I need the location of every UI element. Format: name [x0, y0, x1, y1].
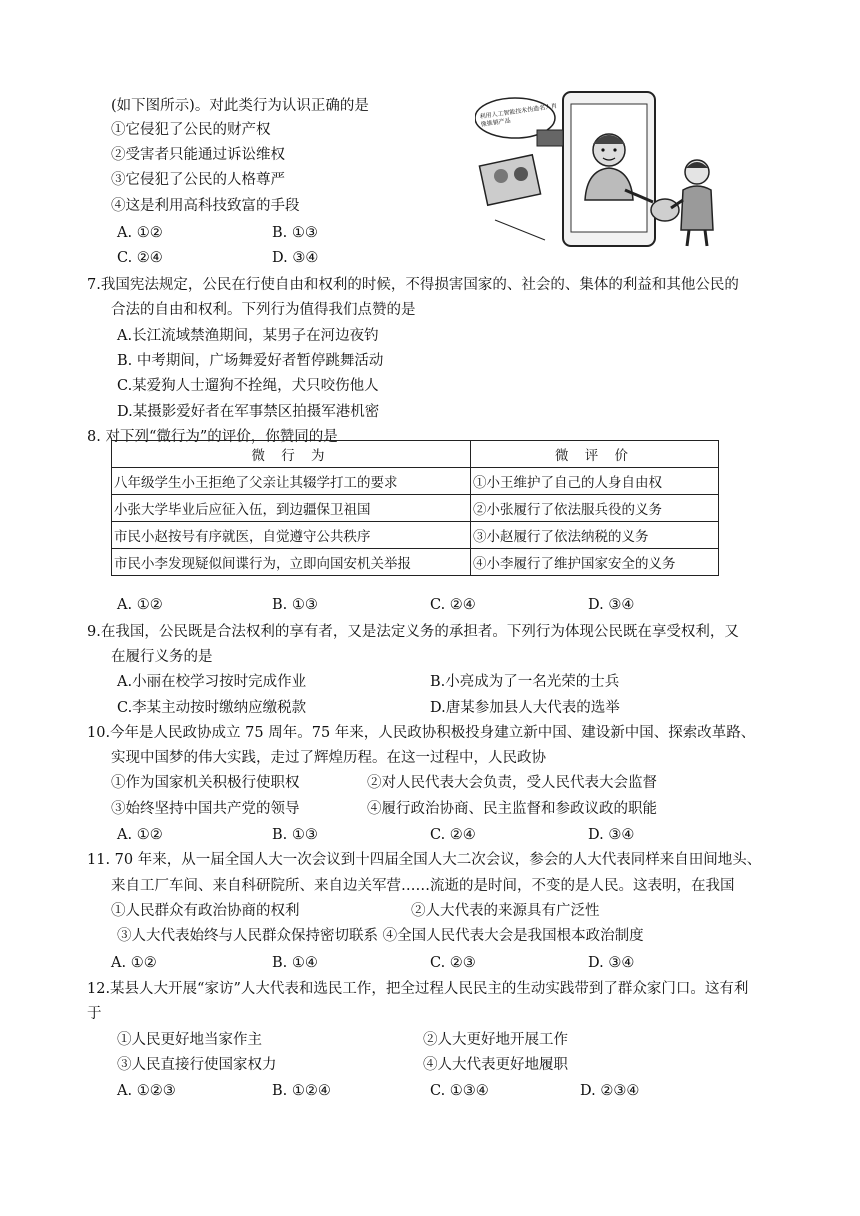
table-header-evaluation: 微 评 价: [471, 441, 719, 468]
q10-option-d: D. ③④: [588, 827, 635, 843]
table-cell: 市民小李发现疑似间谍行为，立即向国安机关举报: [112, 549, 471, 576]
q12-stem-line-2: 于: [87, 1006, 102, 1022]
table-cell: ①小王维护了自己的人身自由权: [471, 468, 719, 495]
q9-option-d: D.唐某参加县人大代表的选举: [430, 700, 620, 716]
q11-option-b: B. ①④: [272, 955, 318, 971]
q12-option-d: D. ②③④: [580, 1083, 640, 1099]
q11-option-a: A. ①②: [111, 955, 157, 971]
q6-item-1: ①它侵犯了公民的财产权: [111, 122, 271, 138]
q10-item-4: ④履行政治协商、民主监督和参政议政的职能: [367, 801, 657, 817]
cartoon-caption: 利用人工智能技术伪造名人肖像推销产品: [479, 102, 558, 129]
table-row: [112, 522, 719, 549]
q10-item-1: ①作为国家机关积极行使职权: [111, 775, 300, 791]
q12-item-4: ④人大代表更好地履职: [423, 1057, 568, 1073]
table-cell: 市民小赵按号有序就医，自觉遵守公共秩序: [112, 522, 471, 549]
q11-item-3-4: ③人大代表始终与人民群众保持密切联系 ④全国人民代表大会是我国根本政治制度: [117, 928, 644, 944]
q6-item-3: ③它侵犯了公民的人格尊严: [111, 172, 285, 188]
q6-option-b: B. ①③: [272, 225, 318, 241]
q11-item-2: ②人大代表的来源具有广泛性: [411, 903, 600, 919]
table-cell: 小张大学毕业后应征入伍，到边疆保卫祖国: [112, 495, 471, 522]
q12-item-2: ②人大更好地开展工作: [423, 1032, 568, 1048]
q11-option-c: C. ②③: [430, 955, 476, 971]
q9-stem-line-1: 9.在我国，公民既是合法权利的享有者，又是法定义务的承担者。下列行为体现公民既在享受权利，又: [87, 624, 739, 640]
q12-option-b: B. ①②④: [272, 1083, 331, 1099]
q10-option-b: B. ①③: [272, 827, 318, 843]
q11-stem-line-2: 来自工厂车间、来自科研院所、来自边关军营……流逝的是时间，不变的是人民。这表明，在我国: [111, 878, 735, 894]
q8-option-a: A. ①②: [117, 597, 163, 613]
q10-stem-line-1: 10.今年是人民政协成立 75 周年。75 年来，人民政协积极投身建立新中国、建设新中国、探索改革路、: [87, 725, 756, 741]
table-cell: ③小赵履行了依法纳税的义务: [471, 522, 719, 549]
q10-item-3: ③始终坚持中国共产党的领导: [111, 801, 300, 817]
q7-stem-line-1: 7.我国宪法规定，公民在行使自由和权利的时候，不得损害国家的、社会的、集体的利益和其他公民的: [87, 277, 739, 293]
q6-option-c: C. ②④: [117, 250, 163, 266]
q10-item-2: ②对人民代表大会负责，受人民代表大会监督: [367, 775, 657, 791]
table-cell: ②小张履行了依法服兵役的义务: [471, 495, 719, 522]
table-row: [112, 549, 719, 576]
q8-stem: 8. 对下列“微行为”的评价，你赞同的是: [87, 429, 338, 445]
q10-option-c: C. ②④: [430, 827, 476, 843]
table-header-behavior: 微 行 为: [112, 441, 471, 468]
table-cell: ④小李履行了维护国家安全的义务: [471, 549, 719, 576]
q6-item-4: ④这是利用高科技致富的手段: [111, 198, 300, 214]
q8-option-d: D. ③④: [588, 597, 635, 613]
q11-option-d: D. ③④: [588, 955, 635, 971]
q7-stem-line-2: 合法的自由和权利。下列行为值得我们点赞的是: [111, 302, 416, 318]
q7-option-c: C.某爱狗人士遛狗不拴绳，犬只咬伤他人: [117, 378, 379, 394]
q8-option-c: C. ②④: [430, 597, 476, 613]
q8-evaluation-table: [111, 440, 719, 576]
q7-option-a: A.长江流域禁渔期间，某男子在河边夜钓: [117, 328, 379, 344]
q6-item-2: ②受害者只能通过诉讼维权: [111, 147, 285, 163]
q12-option-c: C. ①③④: [430, 1083, 489, 1099]
table-row: [112, 468, 719, 495]
q8-option-b: B. ①③: [272, 597, 318, 613]
q12-item-1: ①人民更好地当家作主: [117, 1032, 262, 1048]
table-cell: 八年级学生小王拒绝了父亲让其辍学打工的要求: [112, 468, 471, 495]
q9-option-a: A.小丽在校学习按时完成作业: [117, 674, 307, 690]
q12-stem-line-1: 12.某县人大开展“家访”人大代表和选民工作，把全过程人民民主的生动实践带到了群众家门口。这有利: [87, 981, 749, 997]
q10-option-a: A. ①②: [117, 827, 163, 843]
table-row: [112, 495, 719, 522]
q7-option-d: D.某摄影爱好者在军事禁区拍摄军港机密: [117, 404, 380, 420]
q12-item-3: ③人民直接行使国家权力: [117, 1057, 277, 1073]
q6-option-d: D. ③④: [272, 250, 319, 266]
q11-stem-line-1: 11. 70 年来，从一届全国人大一次会议到十四届全国人大二次会议，参会的人大代表同样来自田间地头、: [87, 852, 762, 868]
q9-option-c: C.李某主动按时缴纳应缴税款: [117, 700, 307, 716]
q9-option-b: B.小亮成为了一名光荣的士兵: [430, 674, 620, 690]
q6-option-a: A. ①②: [117, 225, 163, 241]
q10-stem-line-2: 实现中国梦的伟大实践，走过了辉煌历程。在这一过程中，人民政协: [111, 750, 546, 766]
q12-option-a: A. ①②③: [117, 1083, 176, 1099]
q11-item-1: ①人民群众有政治协商的权利: [111, 903, 300, 919]
q7-option-b: B. 中考期间，广场舞爱好者暂停跳舞活动: [117, 353, 384, 369]
q6-stem: (如下图所示)。对此类行为认识正确的是: [111, 98, 369, 114]
q9-stem-line-2: 在履行义务的是: [111, 649, 213, 665]
